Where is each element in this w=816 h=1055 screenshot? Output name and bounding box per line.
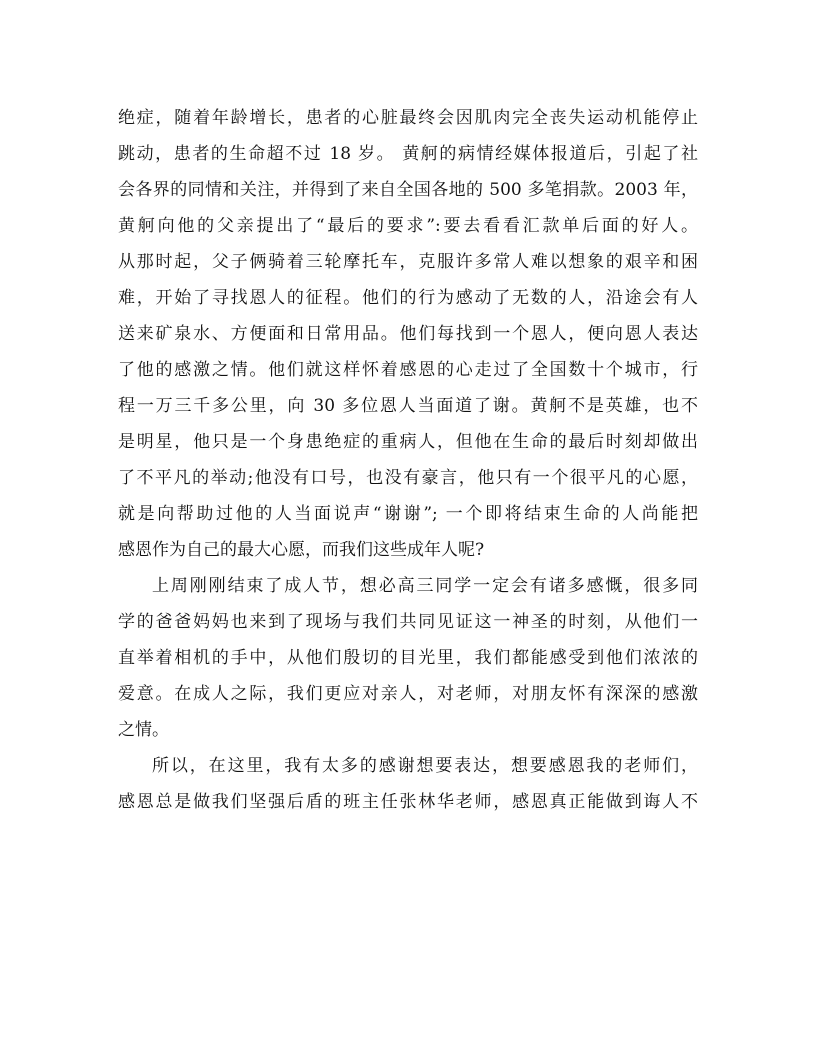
paragraph-3-line-2: 感恩总是做我们坚强后盾的班主任张林华老师，感恩真正能做到诲人不 <box>118 792 698 812</box>
paragraph-1-line-1: 绝症，随着年龄增长，患者的心脏最终会因肌肉完全丧失运动机能停止 <box>118 108 698 128</box>
paragraph-3-line-1: 所以，在这里，我有太多的感谢想要表达，想要感恩我的老师们， <box>152 756 698 776</box>
paragraph-1-line-6: 难，开始了寻找恩人的征程。他们的行为感动了无数的人，沿途会有人 <box>118 288 698 308</box>
paragraph-2-line-5: 之情。 <box>118 720 169 740</box>
paragraph-1-line-5: 从那时起，父子俩骑着三轮摩托车，克服许多常人难以想象的艰辛和困 <box>118 252 698 272</box>
paragraph-2-line-4: 爱意。在成人之际，我们更应对亲人，对老师，对朋友怀有深深的感激 <box>118 684 698 704</box>
paragraph-1-line-13: 感恩作为自己的最大心愿，而我们这些成年人呢? <box>118 540 485 560</box>
paragraph-1-line-4: 黄舸向他的父亲提出了“最后的要求”:要去看看汇款单后面的好人。 <box>118 216 698 236</box>
paragraph-1-line-9: 程一万三千多公里，向 30 多位恩人当面道了谢。黄舸不是英雄，也不 <box>118 396 698 416</box>
paragraph-1-line-8: 了他的感激之情。他们就这样怀着感恩的心走过了全国数十个城市，行 <box>118 360 698 380</box>
paragraph-2-line-1: 上周刚刚结束了成人节，想必高三同学一定会有诸多感慨，很多同 <box>152 576 698 596</box>
paragraph-1-line-10: 是明星，他只是一个身患绝症的重病人，但他在生命的最后时刻却做出 <box>118 432 698 452</box>
paragraph-1-line-12: 就是向帮助过他的人当面说声“谢谢”; 一个即将结束生命的人尚能把 <box>118 504 698 524</box>
paragraph-1-line-11: 了不平凡的举动;他没有口号，也没有豪言，他只有一个很平凡的心愿， <box>118 468 698 488</box>
body-text <box>118 100 698 820</box>
paragraph-1-line-3: 会各界的同情和关注，并得到了来自全国各地的 500 多笔捐款。2003 年， <box>118 180 698 200</box>
paragraph-2-line-2: 学的爸爸妈妈也来到了现场与我们共同见证这一神圣的时刻，从他们一 <box>118 612 698 632</box>
paragraph-1-line-7: 送来矿泉水、方便面和日常用品。他们每找到一个恩人，便向恩人表达 <box>118 324 698 344</box>
paragraph-2-line-3: 直举着相机的手中，从他们殷切的目光里，我们都能感受到他们浓浓的 <box>118 648 698 668</box>
paragraph-1-line-2: 跳动，患者的生命超不过 18 岁。 黄舸的病情经媒体报道后，引起了社 <box>118 144 698 164</box>
